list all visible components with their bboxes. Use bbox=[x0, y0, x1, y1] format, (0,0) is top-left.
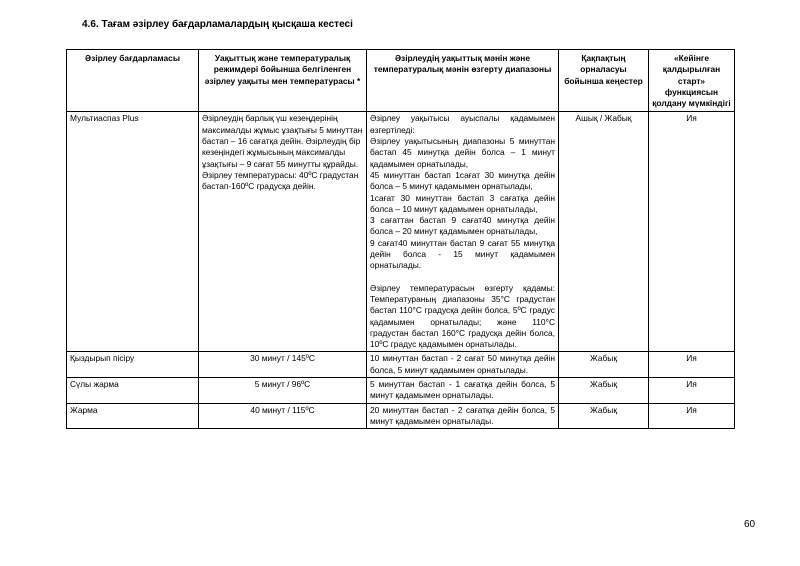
table-row bbox=[67, 403, 735, 429]
program-name: Жарма bbox=[67, 403, 199, 429]
change-range bbox=[367, 112, 559, 352]
program-name: Мультиаспаз Plus bbox=[67, 112, 199, 352]
change-range: 10 минуттан бастап - 2 сағат 50 минутқа дейін болса, 5 минут қадамымен орнатылады. bbox=[367, 352, 559, 378]
delayed-start: Ия bbox=[649, 112, 735, 352]
delayed-start: Ия bbox=[649, 378, 735, 404]
default-time-temp: Әзірлеудің барлық үш кезеңдерінің максималды жұмыс ұзақтығы 5 минуттан бастап – 16 сағатқа дейін. Әзірлеудің бір кезеңіндегі жұмысының максималды ұзақтығы – 9 сағат 55 минутты құрайды. Әзірлеу температурасы: 40ºС градустан бастап-160ºС градусқа дейін. bbox=[199, 112, 367, 352]
header-program: Әзірлеу бағдарламасы bbox=[67, 50, 199, 112]
change-range: 5 минуттан бастап - 1 сағатқа дейін болса, 5 минут қадамымен орнатылады. bbox=[367, 378, 559, 404]
delayed-start: Ия bbox=[649, 352, 735, 378]
range-line: 9 сағат40 минуттан бастап 9 сағат 55 минутқа дейін болса - 15 минут қадамымен орнатылады. bbox=[370, 237, 555, 271]
range-line: Әзірлеу уақытысының диапазоны 5 минуттан бастап 45 минутқа дейін болса – 1 минут қадамымен орнатылады, bbox=[370, 136, 555, 169]
default-time-temp: 5 минут / 96ºС bbox=[199, 378, 367, 404]
header-change-range: Әзірлеудің уақыттық мәнін және температуралық мәнін өзгерту диапазоны bbox=[367, 50, 559, 112]
header-default-time-temp: Уақыттық және температуралық режимдері бойынша белгіленген әзірлеу уақыты мен температурасы * bbox=[199, 50, 367, 112]
table-header-row bbox=[67, 50, 735, 112]
paragraph-gap bbox=[370, 272, 555, 283]
lid-position: Жабық bbox=[559, 352, 649, 378]
table-row bbox=[67, 352, 735, 378]
lid-position: Ашық / Жабық bbox=[559, 112, 649, 352]
range-line: Әзірлеу уақытысы ауыспалы қадамымен өзгертіледі: bbox=[370, 113, 555, 135]
table-row bbox=[67, 378, 735, 404]
program-name: Сүлы жарма bbox=[67, 378, 199, 404]
default-time-temp: 40 минут / 115ºС bbox=[199, 403, 367, 429]
program-name: Қыздырып пісіру bbox=[67, 352, 199, 378]
default-time-temp: 30 минут / 145ºС bbox=[199, 352, 367, 378]
range-temperature-text: Әзірлеу температурасын өзгерту қадамы: Температураның диапазоны 35°С градустан бастап 110°С градусқа дейін болса, 5ºС градус қадамымен орнатылады; және 110°С градустан бастап 160°С градусқа дейін болса, 10ºС градус қадамымен орнатылады. bbox=[370, 282, 555, 350]
delayed-start: Ия bbox=[649, 403, 735, 429]
range-line: 1сағат 30 минуттан бастап 3 сағатқа дейін болса – 10 минут қадамымен орнатылады, bbox=[370, 192, 555, 214]
change-range: 20 минуттан бастап - 2 сағатқа дейін болса, 5 минут қадамымен орнатылады. bbox=[367, 403, 559, 429]
lid-position: Жабық bbox=[559, 403, 649, 429]
page-number: 60 bbox=[744, 519, 756, 530]
header-delayed-start: «Кейінге қалдырылған старт» функциясын қолдану мүмкіндігі bbox=[649, 50, 735, 112]
header-lid-position: Қақпақтың орналасуы бойынша кеңестер bbox=[559, 50, 649, 112]
lid-position: Жабық bbox=[559, 378, 649, 404]
range-line: 45 минуттан бастап 1сағат 30 минутқа дейін болса – 5 минут қадамымен орнатылады, bbox=[370, 169, 555, 192]
page-title: 4.6. Тағам әзірлеу бағдарламалардың қысқаша кестесі bbox=[82, 19, 353, 30]
cooking-programs-table bbox=[66, 49, 735, 429]
table-row bbox=[67, 112, 735, 352]
range-line: 3 сағаттан бастап 9 сағат40 минутқа дейін болса – 20 минут қадамымен орнатылады, bbox=[370, 215, 555, 237]
